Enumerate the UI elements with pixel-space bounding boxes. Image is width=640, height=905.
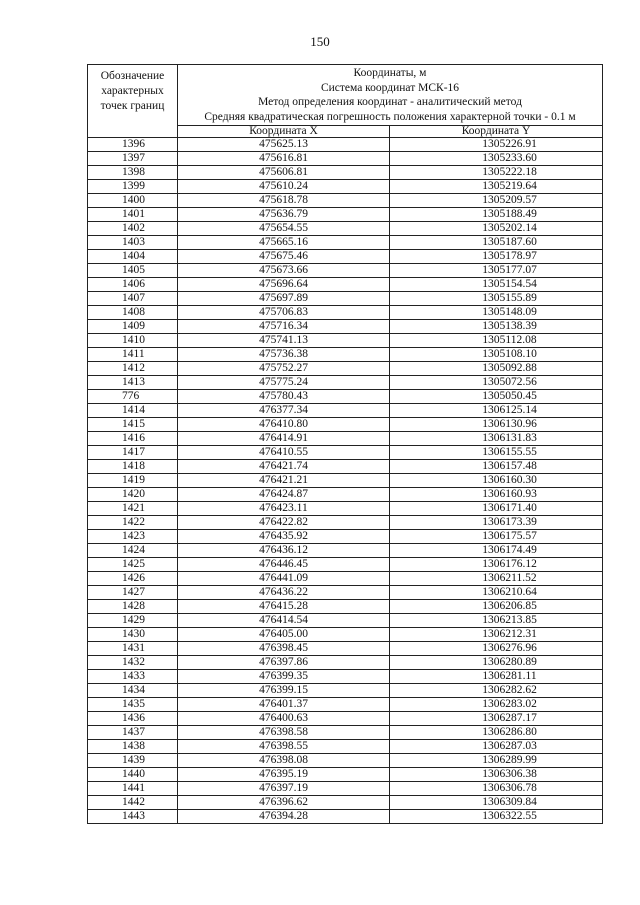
point-number: 1414	[88, 404, 178, 418]
point-label-header: Обозначение характерных точек границ	[88, 65, 178, 138]
coord-x: 475618.78	[178, 194, 390, 208]
point-number: 1439	[88, 754, 178, 768]
coord-y: 1305209.57	[390, 194, 603, 208]
point-number: 1419	[88, 474, 178, 488]
coord-y: 1306125.14	[390, 404, 603, 418]
point-number: 1412	[88, 362, 178, 376]
point-number: 1427	[88, 586, 178, 600]
coord-x: 475673.66	[178, 264, 390, 278]
table-row	[88, 782, 603, 796]
coord-x: 476436.12	[178, 544, 390, 558]
point-number: 1436	[88, 712, 178, 726]
coord-x: 475696.64	[178, 278, 390, 292]
table-row	[88, 222, 603, 236]
coord-y: 1306289.99	[390, 754, 603, 768]
table-row	[88, 712, 603, 726]
table-row	[88, 600, 603, 614]
point-number: 1422	[88, 516, 178, 530]
table-row	[88, 432, 603, 446]
point-number: 1408	[88, 306, 178, 320]
table-row	[88, 376, 603, 390]
table-row	[88, 670, 603, 684]
method-text: Метод определения координат - аналитический метод	[258, 96, 522, 109]
table-row	[88, 236, 603, 250]
coord-y: 1305219.64	[390, 180, 603, 194]
table-row	[88, 250, 603, 264]
coord-y: 1306206.85	[390, 600, 603, 614]
table-row	[88, 726, 603, 740]
coord-x: 476422.82	[178, 516, 390, 530]
table-row	[88, 306, 603, 320]
coord-y: 1305072.56	[390, 376, 603, 390]
coord-x: 476436.22	[178, 586, 390, 600]
coord-y: 1306287.17	[390, 712, 603, 726]
point-number: 1425	[88, 558, 178, 572]
table-row	[88, 180, 603, 194]
point-number: 1442	[88, 796, 178, 810]
coord-x: 476424.87	[178, 488, 390, 502]
table-row	[88, 446, 603, 460]
coord-y: 1306210.64	[390, 586, 603, 600]
coord-y: 1305187.60	[390, 236, 603, 250]
coord-x: 475716.34	[178, 320, 390, 334]
table-row	[88, 138, 603, 152]
table-body	[88, 138, 603, 824]
coord-y: 1306281.11	[390, 670, 603, 684]
point-number: 1406	[88, 278, 178, 292]
table-row	[88, 516, 603, 530]
point-number: 1396	[88, 138, 178, 152]
table-row	[88, 586, 603, 600]
table-row	[88, 628, 603, 642]
point-number: 1441	[88, 782, 178, 796]
coord-y: 1306306.78	[390, 782, 603, 796]
coord-x: 476396.62	[178, 796, 390, 810]
point-number: 1407	[88, 292, 178, 306]
point-number: 1410	[88, 334, 178, 348]
point-number: 1443	[88, 810, 178, 824]
error-text: Средняя квадратическая погрешность положения характерной точки - 0.1 м	[204, 111, 576, 124]
coord-x: 475610.24	[178, 180, 390, 194]
point-number: 1423	[88, 530, 178, 544]
table-row	[88, 488, 603, 502]
coord-y: 1306174.49	[390, 544, 603, 558]
coord-x: 476398.45	[178, 642, 390, 656]
coord-x: 476421.74	[178, 460, 390, 474]
coord-y: 1305092.88	[390, 362, 603, 376]
coord-y: 1306171.40	[390, 502, 603, 516]
coord-y: 1305202.14	[390, 222, 603, 236]
coord-x: 475616.81	[178, 152, 390, 166]
coord-y: 1306322.55	[390, 810, 603, 824]
table-row	[88, 404, 603, 418]
coord-x: 475665.16	[178, 236, 390, 250]
table-row	[88, 474, 603, 488]
point-number: 1409	[88, 320, 178, 334]
coord-y: 1305178.97	[390, 250, 603, 264]
point-number: 1403	[88, 236, 178, 250]
point-number: 1415	[88, 418, 178, 432]
coord-y: 1305222.18	[390, 166, 603, 180]
point-number: 1426	[88, 572, 178, 586]
coord-x: 476398.58	[178, 726, 390, 740]
coord-y: 1305154.54	[390, 278, 603, 292]
table-row	[88, 348, 603, 362]
coord-x: 475606.81	[178, 166, 390, 180]
point-number: 1437	[88, 726, 178, 740]
point-number: 1402	[88, 222, 178, 236]
point-number: 1404	[88, 250, 178, 264]
coord-y: 1305188.49	[390, 208, 603, 222]
coord-x: 475697.89	[178, 292, 390, 306]
coord-x: 476414.91	[178, 432, 390, 446]
coord-x: 476395.19	[178, 768, 390, 782]
point-number: 1433	[88, 670, 178, 684]
table-row	[88, 572, 603, 586]
table-row	[88, 166, 603, 180]
table-row	[88, 152, 603, 166]
coord-x: 475706.83	[178, 306, 390, 320]
table-row	[88, 418, 603, 432]
table-row	[88, 278, 603, 292]
point-number: 1400	[88, 194, 178, 208]
table-row	[88, 264, 603, 278]
coord-y: 1305050.45	[390, 390, 603, 404]
point-number: 1428	[88, 600, 178, 614]
point-number: 1398	[88, 166, 178, 180]
coord-y: 1306286.80	[390, 726, 603, 740]
table-row	[88, 614, 603, 628]
coord-y: 1306160.30	[390, 474, 603, 488]
point-number: 1411	[88, 348, 178, 362]
table-row	[88, 320, 603, 334]
table-row	[88, 768, 603, 782]
point-number: 1440	[88, 768, 178, 782]
table-row	[88, 558, 603, 572]
coord-y: 1306287.03	[390, 740, 603, 754]
coord-x: 476401.37	[178, 698, 390, 712]
point-number: 1418	[88, 460, 178, 474]
point-number: 1413	[88, 376, 178, 390]
col-x-header: Координата X	[178, 125, 390, 138]
coord-x: 476397.19	[178, 782, 390, 796]
table-row	[88, 502, 603, 516]
point-number: 1416	[88, 432, 178, 446]
coord-y: 1306212.31	[390, 628, 603, 642]
coord-x: 476377.34	[178, 404, 390, 418]
coord-x: 476446.45	[178, 558, 390, 572]
coord-y: 1306283.02	[390, 698, 603, 712]
coord-y: 1305177.07	[390, 264, 603, 278]
coord-y: 1306282.62	[390, 684, 603, 698]
coord-y: 1306213.85	[390, 614, 603, 628]
table-row	[88, 544, 603, 558]
coord-x: 476415.28	[178, 600, 390, 614]
coord-x: 475625.13	[178, 138, 390, 152]
coordinates-table	[87, 64, 603, 824]
point-number: 1434	[88, 684, 178, 698]
point-number: 1431	[88, 642, 178, 656]
point-number: 1424	[88, 544, 178, 558]
point-number: 1438	[88, 740, 178, 754]
table-row	[88, 530, 603, 544]
coord-x: 475736.38	[178, 348, 390, 362]
point-number: 1432	[88, 656, 178, 670]
table-row	[88, 362, 603, 376]
coords-title: Координаты, м	[353, 67, 427, 79]
coord-y: 1305148.09	[390, 306, 603, 320]
point-number: 1417	[88, 446, 178, 460]
point-number: 1397	[88, 152, 178, 166]
coord-y: 1306276.96	[390, 642, 603, 656]
coord-x: 475675.46	[178, 250, 390, 264]
table-row	[88, 740, 603, 754]
table-row	[88, 292, 603, 306]
point-number: 1421	[88, 502, 178, 516]
page-number: 150	[310, 34, 330, 49]
coord-x: 475780.43	[178, 390, 390, 404]
coord-system: Система координат МСК-16	[320, 81, 460, 94]
coord-x: 475775.24	[178, 376, 390, 390]
coord-x: 476441.09	[178, 572, 390, 586]
coord-y: 1306160.93	[390, 488, 603, 502]
table-row	[88, 642, 603, 656]
coord-y: 1306175.57	[390, 530, 603, 544]
table-row	[88, 334, 603, 348]
coord-x: 476410.80	[178, 418, 390, 432]
coord-x: 475654.55	[178, 222, 390, 236]
table-row	[88, 754, 603, 768]
point-number: 1435	[88, 698, 178, 712]
coord-y: 1306130.96	[390, 418, 603, 432]
coord-y: 1305138.39	[390, 320, 603, 334]
coord-x: 476435.92	[178, 530, 390, 544]
coord-y: 1305108.10	[390, 348, 603, 362]
coord-y: 1306309.84	[390, 796, 603, 810]
point-number: 1430	[88, 628, 178, 642]
coord-x: 476400.63	[178, 712, 390, 726]
table-row	[88, 194, 603, 208]
coord-y: 1305233.60	[390, 152, 603, 166]
coord-x: 476405.00	[178, 628, 390, 642]
coord-y: 1306155.55	[390, 446, 603, 460]
coord-y: 1306173.39	[390, 516, 603, 530]
coord-y: 1305155.89	[390, 292, 603, 306]
point-number: 776	[88, 390, 178, 404]
col-y-header: Координата Y	[390, 125, 603, 138]
coord-x: 476414.54	[178, 614, 390, 628]
table-row	[88, 460, 603, 474]
coord-y: 1306157.48	[390, 460, 603, 474]
coordinate-system-header	[178, 65, 603, 126]
coord-x: 476410.55	[178, 446, 390, 460]
table-row	[88, 796, 603, 810]
coord-x: 476397.86	[178, 656, 390, 670]
table-row	[88, 684, 603, 698]
coord-x: 476423.11	[178, 502, 390, 516]
coord-x: 475752.27	[178, 362, 390, 376]
table-row	[88, 810, 603, 824]
table-row	[88, 656, 603, 670]
coord-x: 475741.13	[178, 334, 390, 348]
table-row	[88, 208, 603, 222]
coord-x: 476399.15	[178, 684, 390, 698]
coord-y: 1306211.52	[390, 572, 603, 586]
table-row	[88, 698, 603, 712]
coord-x: 475636.79	[178, 208, 390, 222]
table-row	[88, 390, 603, 404]
coord-y: 1306306.38	[390, 768, 603, 782]
coord-x: 476421.21	[178, 474, 390, 488]
table-header	[88, 65, 603, 138]
coord-x: 476398.55	[178, 740, 390, 754]
point-number: 1399	[88, 180, 178, 194]
coord-y: 1306176.12	[390, 558, 603, 572]
coord-x: 476394.28	[178, 810, 390, 824]
coord-y: 1306131.83	[390, 432, 603, 446]
point-number: 1401	[88, 208, 178, 222]
point-number: 1420	[88, 488, 178, 502]
point-number: 1405	[88, 264, 178, 278]
coord-y: 1306280.89	[390, 656, 603, 670]
coord-y: 1305226.91	[390, 138, 603, 152]
coord-x: 476399.35	[178, 670, 390, 684]
coord-x: 476398.08	[178, 754, 390, 768]
point-number: 1429	[88, 614, 178, 628]
coord-y: 1305112.08	[390, 334, 603, 348]
